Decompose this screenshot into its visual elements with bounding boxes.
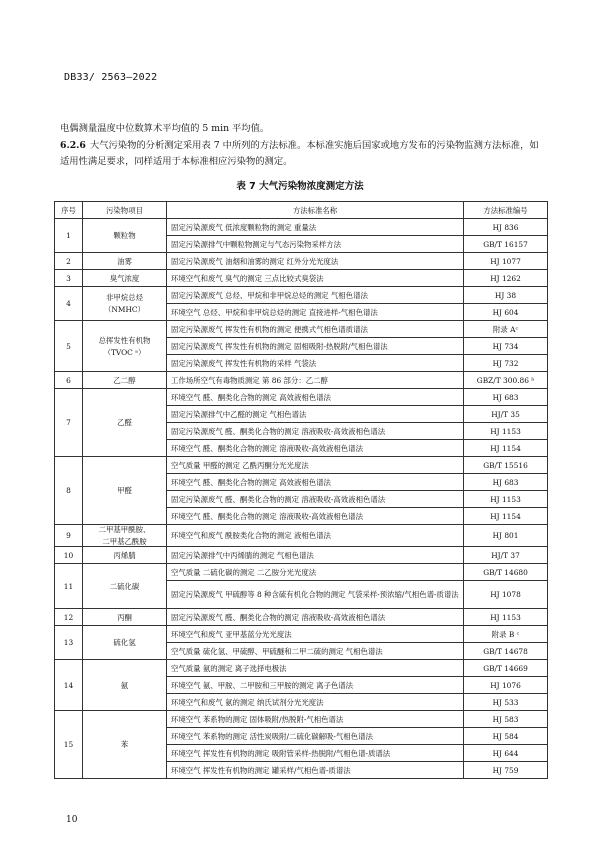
cell-pollutant (83, 372, 167, 389)
measurement-methods-table (54, 201, 548, 779)
cell-method: 空气质量 二硫化碳的测定 二乙胺分光光度法 (167, 564, 464, 581)
cell-method: 空气质量 甲醛的测定 乙酰丙酮分光光度法 (167, 457, 464, 474)
table-title: 表 7 大气污染物浓度测定方法 (236, 181, 364, 192)
table-row (55, 321, 548, 338)
pollutant-name: 甲醛 (117, 486, 132, 495)
cell-method: 固定污染源废气 油烟和油雾的测定 红外分光光度法 (167, 253, 464, 270)
cell-method: 环境空气 挥发性有机物的测定 吸附管采样-热脱附/气相色谱-质谱法 (167, 745, 464, 762)
pollutant-name: 氨 (120, 680, 129, 690)
cell-method: 环境空气和废气 亚甲基蓝分光光度法 (167, 626, 464, 643)
pollutant-name-line2: （NMHC） (104, 305, 145, 314)
table-row (55, 219, 548, 236)
cell-pollutant (83, 564, 167, 609)
cell-standard: GB/T 14680 (464, 564, 548, 581)
table-row (55, 457, 548, 474)
cell-pollutant (83, 711, 167, 779)
table-row (55, 711, 548, 728)
clause-number: 6.2.6 (60, 140, 86, 151)
cell-standard: HJ/T 37 (464, 547, 548, 564)
cell-standard: GB/T 15516 (464, 457, 548, 474)
table-row (55, 372, 548, 389)
pollutant-name: 乙醛 (117, 418, 132, 427)
cell-standard: HJ 1153 (464, 423, 548, 440)
header-method: 方法标准名称 (167, 202, 464, 219)
table-row (55, 270, 548, 287)
document-code: DB33/ 2563—2022 (64, 72, 158, 83)
cell-standard: HJ 734 (464, 338, 548, 355)
table-row (55, 525, 548, 547)
table-body (55, 219, 548, 779)
header-no: 序号 (55, 202, 83, 219)
cell-standard: GB/T 14678 (464, 643, 548, 660)
pollutant-name: 总挥发性有机物 (98, 335, 151, 345)
header-pollutant: 污染物项目 (83, 202, 167, 219)
cell-standard: GB/T 14669 (464, 660, 548, 677)
table-row (55, 609, 548, 626)
cell-method: 环境空气 醛、酮类化合物的测定 溶液吸收-高效液相色谱法 (167, 508, 464, 525)
cell-no: 13 (55, 626, 83, 660)
cell-no: 5 (55, 321, 83, 372)
table-row (55, 626, 548, 643)
cell-standard: HJ 1077 (464, 253, 548, 270)
pollutant-name: 颗粒物 (113, 231, 136, 240)
cell-standard: HJ/T 35 (464, 406, 548, 423)
cell-pollutant (83, 525, 167, 547)
cell-method: 环境空气和废气 臭气的测定 三点比较式臭袋法 (167, 270, 464, 287)
cell-method: 固定污染源废气 挥发性有机物的测定 便携式气相色谱质谱法 (167, 321, 464, 338)
cell-standard: HJ 1076 (464, 677, 548, 694)
cell-pollutant (83, 609, 167, 626)
pollutant-name: 苯 (120, 740, 129, 749)
cell-no: 6 (55, 372, 83, 389)
pollutant-name: 非甲烷总烃 (106, 293, 143, 302)
cell-standard: HJ 644 (464, 745, 548, 762)
cell-method: 环境空气 总烃、甲烷和非甲烷总烃的测定 直接进样-气相色谱法 (167, 304, 464, 321)
table-header-row (55, 202, 548, 219)
cell-standard: HJ 1154 (464, 508, 548, 525)
cell-standard: HJ 683 (464, 389, 548, 406)
cell-standard: 附录 Aᶜ (464, 321, 548, 338)
cell-no: 12 (55, 609, 83, 626)
cell-method: 环境空气 氨、甲胺、二甲胺和三甲胺的测定 离子色谱法 (167, 677, 464, 694)
cell-pollutant (83, 457, 167, 525)
pollutant-name-line2: （TVOC ᵃ） (103, 347, 146, 357)
cell-method: 空气质量 氨的测定 离子选择电极法 (167, 660, 464, 677)
cell-standard: HJ 836 (464, 219, 548, 236)
cell-standard: HJ 1154 (464, 440, 548, 457)
cell-method: 环境空气 醛、酮类化合物的测定 高效液相色谱法 (167, 389, 464, 406)
cell-method: 环境空气和废气 氨的测定 纳氏试剂分光光度法 (167, 694, 464, 711)
cell-method: 环境空气 苯系物的测定 固体吸附/热脱附-气相色谱法 (167, 711, 464, 728)
cell-method: 固定污染源废气 甲硫醇等 8 种含硫有机化合物的测定 气袋采样-预浓缩/气相色谱-质谱法 (167, 581, 464, 609)
clause-text: 大气污染物的分析测定采用表 7 中所列的方法标准。本标准实施后国家或地方发布的污染物监测方法标准，如适用性满足要求，同样适用于本标准相应污染物的测定。 (60, 140, 539, 167)
paragraph-continuation: 电偶测量温度中位数算术平均值的 5 min 平均值。 (60, 123, 270, 134)
cell-standard: HJ 759 (464, 762, 548, 779)
cell-method: 环境空气 醛、酮类化合物的测定 高效液相色谱法 (167, 474, 464, 491)
cell-no: 1 (55, 219, 83, 253)
cell-method: 固定污染源废气 醛、酮类化合物的测定 溶液吸收-高效液相色谱法 (167, 423, 464, 440)
pollutant-name: 丙酮 (117, 612, 132, 622)
table-row (55, 389, 548, 406)
pollutant-name: 硫化氢 (113, 638, 136, 647)
cell-standard: 附录 B ᶜ (464, 626, 548, 643)
cell-standard: GBZ/T 300.86 ᵇ (464, 372, 548, 389)
cell-no: 2 (55, 253, 83, 270)
cell-standard: HJ 1153 (464, 491, 548, 508)
cell-method: 环境空气 苯系物的测定 活性炭吸附/二硫化碳解吸-气相色谱法 (167, 728, 464, 745)
cell-method: 工作场所空气有毒物质测定 第 86 部分：乙二醇 (167, 372, 464, 389)
cell-standard: HJ 1153 (464, 609, 548, 626)
table-row (55, 287, 548, 304)
cell-standard: HJ 583 (464, 711, 548, 728)
cell-method: 固定污染源排气中颗粒物测定与气态污染物采样方法 (167, 236, 464, 253)
cell-no: 10 (55, 547, 83, 564)
cell-standard: HJ 801 (464, 525, 548, 547)
cell-method: 固定污染源废气 醛、酮类化合物的测定 溶液吸收-高效液相色谱法 (167, 491, 464, 508)
cell-pollutant (83, 287, 167, 321)
cell-pollutant (83, 389, 167, 457)
table-row (55, 253, 548, 270)
cell-method: 固定污染源废气 低浓度颗粒物的测定 重量法 (167, 219, 464, 236)
cell-no: 8 (55, 457, 83, 525)
cell-no: 9 (55, 525, 83, 547)
cell-pollutant (83, 270, 167, 287)
pollutant-name: 二硫化碳 (109, 581, 140, 591)
cell-standard: GB/T 16157 (464, 236, 548, 253)
cell-no: 11 (55, 564, 83, 609)
cell-standard: HJ 584 (464, 728, 548, 745)
cell-method: 固定污染源废气 挥发性有机物的采样 气袋法 (167, 355, 464, 372)
pollutant-name-line2: 二甲基乙酰胺 (102, 537, 147, 546)
cell-no: 15 (55, 711, 83, 779)
cell-standard: HJ 604 (464, 304, 548, 321)
cell-standard: HJ 732 (464, 355, 548, 372)
cell-standard: HJ 1262 (464, 270, 548, 287)
cell-method: 环境空气 挥发性有机物的测定 罐采样/气相色谱-质谱法 (167, 762, 464, 779)
cell-method: 固定污染源排气中丙烯腈的测定 气相色谱法 (167, 547, 464, 564)
cell-no: 14 (55, 660, 83, 711)
cell-pollutant (83, 660, 167, 711)
pollutant-name: 油雾 (117, 256, 132, 266)
cell-method: 固定污染源排气中乙醛的测定 气相色谱法 (167, 406, 464, 423)
table-row (55, 564, 548, 581)
paragraph-6-2-6 (60, 138, 545, 170)
cell-standard: HJ 683 (464, 474, 548, 491)
cell-pollutant (83, 253, 167, 270)
table-row (55, 547, 548, 564)
cell-pollutant (83, 219, 167, 253)
cell-method: 固定污染源废气 总烃、甲烷和非甲烷总烃的测定 气相色谱法 (167, 287, 464, 304)
cell-standard: HJ 38 (464, 287, 548, 304)
pollutant-name: 乙二醇 (113, 375, 136, 385)
table-row (55, 660, 548, 677)
cell-pollutant (83, 547, 167, 564)
cell-method: 环境空气 醛、酮类化合物的测定 溶液吸收-高效液相色谱法 (167, 440, 464, 457)
cell-pollutant (83, 626, 167, 660)
cell-no: 7 (55, 389, 83, 457)
page-number: 10 (66, 815, 78, 825)
pollutant-name: 臭气浓度 (109, 273, 140, 283)
cell-pollutant (83, 321, 167, 372)
pollutant-name: 丙烯腈 (113, 550, 136, 560)
cell-method: 固定污染源废气 醛、酮类化合物的测定 溶液吸收-高效液相色谱法 (167, 609, 464, 626)
cell-method: 环境空气和废气 酰胺类化合物的测定 液相色谱法 (167, 525, 464, 547)
header-standard: 方法标准编号 (464, 202, 548, 219)
pollutant-name: 二甲基甲酰胺、 (98, 525, 151, 534)
cell-standard: HJ 1078 (464, 581, 548, 609)
cell-standard: HJ 533 (464, 694, 548, 711)
cell-no: 3 (55, 270, 83, 287)
cell-method: 固定污染源废气 挥发性有机物的测定 固相吸附-热脱附/气相色谱法 (167, 338, 464, 355)
cell-no: 4 (55, 287, 83, 321)
cell-method: 空气质量 硫化氢、甲硫醇、甲硫醚和二甲二硫的测定 气相色谱法 (167, 643, 464, 660)
